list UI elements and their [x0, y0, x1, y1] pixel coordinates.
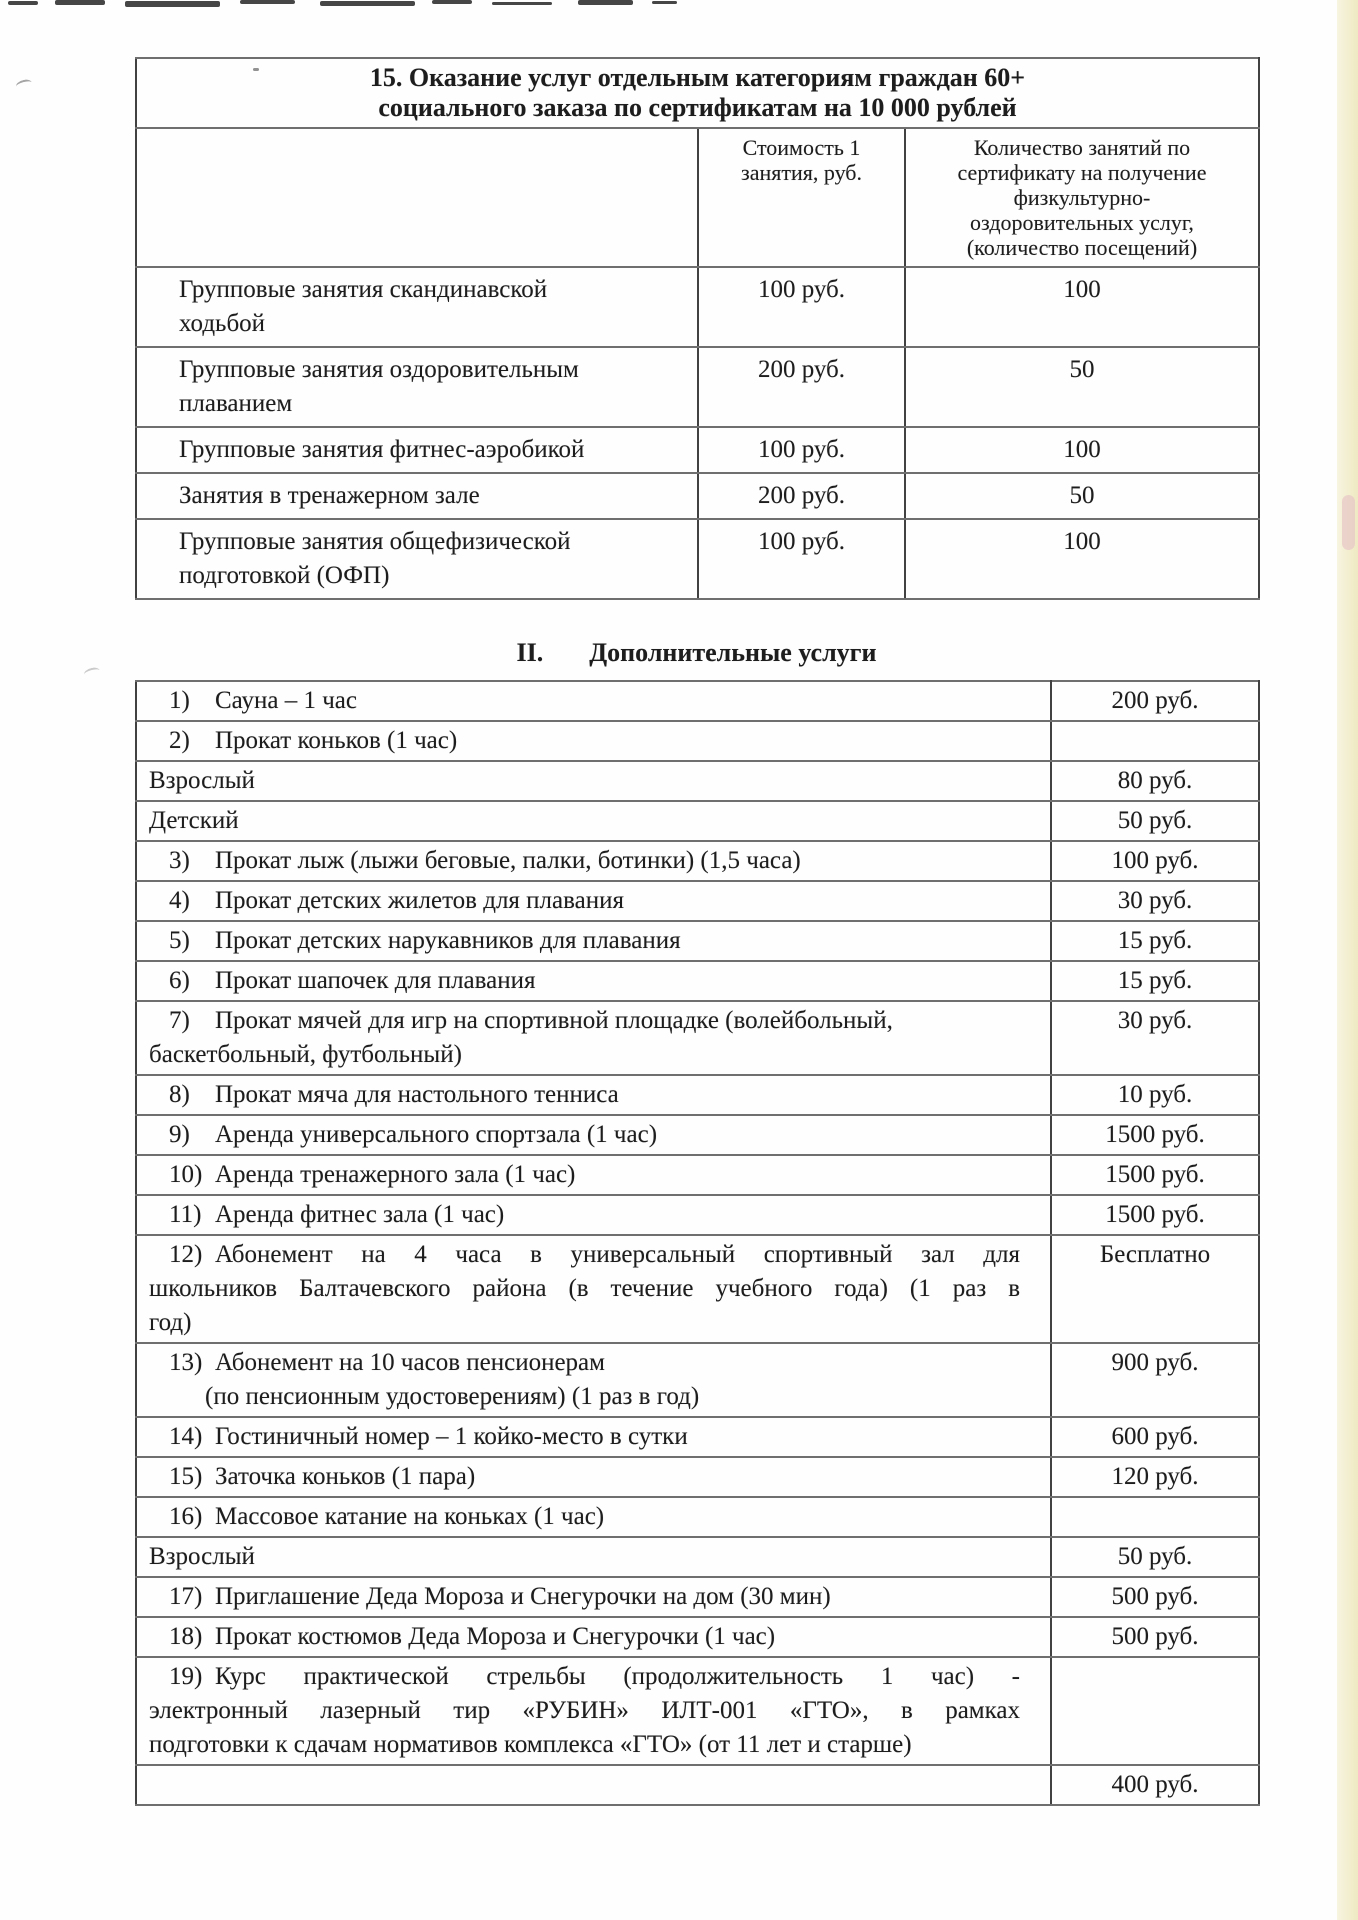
- table-row: [136, 721, 1259, 761]
- price-cell: 400 руб.: [1051, 1765, 1259, 1805]
- price-cell: 50 руб.: [1051, 1537, 1259, 1577]
- table-row: [136, 1195, 1259, 1235]
- item-number: 11): [169, 1201, 202, 1228]
- service-header-cell: [136, 128, 698, 267]
- section-number: II.: [516, 638, 544, 667]
- item-label: Прокат костюмов Деда Мороза и Снегурочки (1 час): [215, 1623, 776, 1650]
- scan-artifact-mark: [83, 666, 101, 679]
- visits-cell: 100: [905, 267, 1259, 347]
- table-row: [136, 347, 1259, 427]
- service-name-line: Групповые занятия оздоровительным: [179, 356, 579, 383]
- table-row: [136, 961, 1259, 1001]
- price-cell: 1500 руб.: [1051, 1155, 1259, 1195]
- item-label: Прокат детских жилетов для плавания: [215, 887, 624, 914]
- service-name-cell: [136, 1417, 1051, 1457]
- item-label: Детский: [149, 807, 239, 834]
- price-cell: [1051, 1497, 1259, 1537]
- table-row: [136, 881, 1259, 921]
- visits-header-line: оздоровительных услуг,: [970, 210, 1194, 235]
- table-row: [136, 427, 1259, 473]
- price-cell: 600 руб.: [1051, 1417, 1259, 1457]
- item-number: 15): [169, 1463, 203, 1490]
- item-number: 3): [169, 847, 190, 874]
- service-name-cell: [136, 1457, 1051, 1497]
- item-label: Прокат шапочек для плавания: [215, 967, 536, 994]
- item-number: 13): [169, 1349, 203, 1376]
- service-name-cell: [136, 961, 1051, 1001]
- price-cell: 500 руб.: [1051, 1577, 1259, 1617]
- table-row: [136, 1577, 1259, 1617]
- item-label: Гостиничный номер – 1 койко-место в сутки: [215, 1423, 688, 1450]
- service-name-cell: [136, 1155, 1051, 1195]
- item-number: 2): [169, 727, 190, 754]
- item-number: 10): [169, 1161, 203, 1188]
- price-cell: 50 руб.: [1051, 801, 1259, 841]
- visits-header-line: сертификату на получение: [957, 160, 1207, 185]
- price-cell: [1051, 721, 1259, 761]
- service-name-cell: [136, 841, 1051, 881]
- price-cell: 900 руб.: [1051, 1343, 1259, 1417]
- table-row: [136, 1155, 1259, 1195]
- item-label: Прокат мяча для настольного тенниса: [215, 1081, 619, 1108]
- section-title: Дополнительные услуги: [589, 638, 877, 667]
- service-name-cell: [136, 1343, 1051, 1417]
- item-number: 8): [169, 1081, 190, 1108]
- section-ii-heading: [135, 636, 1258, 670]
- table-title-cell: [136, 58, 1259, 128]
- table-row: [136, 1657, 1259, 1765]
- price-cell: 15 руб.: [1051, 961, 1259, 1001]
- service-name-cell: [136, 1195, 1051, 1235]
- service-name-cell: [136, 881, 1051, 921]
- service-name-cell: [136, 761, 1051, 801]
- service-name-line: Групповые занятия фитнес-аэробикой: [179, 436, 585, 463]
- item-number: 1): [169, 687, 190, 714]
- item-label: Приглашение Деда Мороза и Снегурочки на дом (30 мин): [215, 1583, 831, 1610]
- visits-header-line: (количество посещений): [966, 235, 1198, 260]
- table-title-line: социального заказа по сертификатам на 10 000 рублей: [378, 93, 1017, 122]
- table-row: [136, 921, 1259, 961]
- service-name-line: Групповые занятия общефизической: [179, 528, 571, 555]
- table-row: [136, 1617, 1259, 1657]
- item-line: электронный лазерный тир «РУБИН» ИЛТ-001 «ГТО», в рамках: [149, 1697, 1020, 1724]
- service-name-cell: [136, 1617, 1051, 1657]
- item-label: Заточка коньков (1 пара): [215, 1463, 476, 1490]
- item-number: 18): [169, 1623, 203, 1650]
- item-number: 5): [169, 927, 190, 954]
- scan-speck: [578, 0, 633, 5]
- price-header-line: занятия, руб.: [741, 160, 862, 185]
- service-name-line: подготовкой (ОФП): [179, 562, 390, 589]
- item-number: 16): [169, 1503, 203, 1530]
- price-cell: 1500 руб.: [1051, 1115, 1259, 1155]
- item-line: [149, 1346, 1020, 1380]
- item-label: Прокат коньков (1 час): [215, 727, 458, 754]
- additional-services-table: [135, 680, 1260, 1806]
- visits-cell: 50: [905, 473, 1259, 519]
- price-cell: [1051, 1657, 1259, 1765]
- item-label: Аренда тренажерного зала (1 час): [215, 1161, 576, 1188]
- service-name-cell: [136, 1075, 1051, 1115]
- scan-speck: [8, 1, 38, 5]
- service-name-line: плаванием: [179, 390, 293, 417]
- item-number: 9): [169, 1121, 190, 1148]
- item-line: год): [149, 1309, 192, 1336]
- item-label: Массовое катание на коньках (1 час): [215, 1503, 605, 1530]
- table-row: [136, 473, 1259, 519]
- service-name-cell: [136, 1657, 1051, 1765]
- scan-speck: [432, 0, 472, 4]
- scan-speck: [240, 0, 295, 4]
- service-name-cell: [136, 519, 698, 599]
- item-label: Абонемент на 10 часов пенсионерам: [215, 1349, 605, 1376]
- price-cell: 10 руб.: [1051, 1075, 1259, 1115]
- table-row: [136, 1075, 1259, 1115]
- item-number: 12): [169, 1241, 203, 1268]
- item-number: 19): [169, 1663, 203, 1690]
- table-row: [136, 1497, 1259, 1537]
- item-line: подготовки к сдачам нормативов комплекса «ГТО» (от 11 лет и старше): [149, 1731, 912, 1758]
- service-name-line: Занятия в тренажерном зале: [179, 482, 480, 509]
- service-name-line: Групповые занятия скандинавской: [179, 276, 548, 303]
- scan-speck: [492, 2, 552, 5]
- table-row: [136, 681, 1259, 721]
- item-label: Взрослый: [149, 1543, 255, 1570]
- price-cell: 1500 руб.: [1051, 1195, 1259, 1235]
- price-cell: 200 руб.: [698, 347, 905, 427]
- price-cell: 15 руб.: [1051, 921, 1259, 961]
- service-name-cell: [136, 1765, 1051, 1805]
- scan-speck: [320, 1, 415, 6]
- item-line: [149, 1660, 1020, 1694]
- item-number: 14): [169, 1423, 203, 1450]
- price-cell: 100 руб.: [698, 519, 905, 599]
- price-header-line: Стоимость 1: [742, 135, 861, 160]
- price-cell: 30 руб.: [1051, 1001, 1259, 1075]
- visits-cell: 100: [905, 427, 1259, 473]
- visits-header-cell: [905, 128, 1259, 267]
- table-row: [136, 841, 1259, 881]
- item-label: Аренда фитнес зала (1 час): [215, 1201, 505, 1228]
- scan-artifact-mark: [15, 78, 33, 91]
- price-cell: 30 руб.: [1051, 881, 1259, 921]
- price-cell: 500 руб.: [1051, 1617, 1259, 1657]
- service-name-cell: [136, 1235, 1051, 1343]
- table-row: [136, 1457, 1259, 1497]
- service-name-cell: [136, 721, 1051, 761]
- table-row: [136, 519, 1259, 599]
- visits-header-line: физкультурно-: [1013, 185, 1151, 210]
- table-row: [136, 761, 1259, 801]
- service-name-cell: [136, 921, 1051, 961]
- item-line: школьников Балтачевского района (в течение учебного года) (1 раз в: [149, 1275, 1020, 1302]
- service-name-cell: [136, 347, 698, 427]
- table-row: [136, 801, 1259, 841]
- service-name-cell: [136, 681, 1051, 721]
- item-line: баскетбольный, футбольный): [149, 1041, 462, 1068]
- table-row: [136, 1765, 1259, 1805]
- visits-cell: 100: [905, 519, 1259, 599]
- item-number: 6): [169, 967, 190, 994]
- price-header-cell: [698, 128, 905, 267]
- service-name-cell: [136, 1115, 1051, 1155]
- item-number: 17): [169, 1583, 203, 1610]
- item-label: Аренда универсального спортзала (1 час): [215, 1121, 658, 1148]
- visits-header-line: Количество занятий по: [973, 135, 1191, 160]
- table-row: [136, 1235, 1259, 1343]
- price-cell: 100 руб.: [698, 427, 905, 473]
- service-name-cell: [136, 473, 698, 519]
- item-label: Прокат лыж (лыжи беговые, палки, ботинки) (1,5 часа): [215, 847, 801, 874]
- item-line: (по пенсионным удостоверениям) (1 раз в год): [205, 1383, 700, 1410]
- service-name-cell: [136, 1497, 1051, 1537]
- document-content: [135, 57, 1258, 1806]
- price-cell: 80 руб.: [1051, 761, 1259, 801]
- service-name-line: ходьбой: [179, 310, 266, 337]
- item-line: [149, 1004, 1020, 1038]
- item-number: 4): [169, 887, 190, 914]
- table-header-row: [136, 128, 1259, 267]
- service-name-cell: [136, 1001, 1051, 1075]
- item-label: Абонемент на 4 часа в универсальный спортивный зал для: [215, 1241, 1020, 1268]
- price-cell: Бесплатно: [1051, 1235, 1259, 1343]
- item-label: Прокат мячей для игр на спортивной площадке (волейбольный,: [215, 1007, 893, 1034]
- table-row: [136, 1417, 1259, 1457]
- item-label: Прокат детских нарукавников для плавания: [215, 927, 681, 954]
- table-title-line: 15. Оказание услуг отдельным категориям граждан 60+: [369, 63, 1026, 92]
- price-cell: 200 руб.: [698, 473, 905, 519]
- scan-speck: [652, 1, 677, 4]
- item-line: [149, 1238, 1020, 1272]
- item-label: Курс практической стрельбы (продолжительность 1 час) -: [215, 1663, 1020, 1690]
- table-row: [136, 1343, 1259, 1417]
- item-label: Взрослый: [149, 767, 255, 794]
- visits-cell: 50: [905, 347, 1259, 427]
- price-cell: 200 руб.: [1051, 681, 1259, 721]
- table-row: [136, 1115, 1259, 1155]
- price-cell: 120 руб.: [1051, 1457, 1259, 1497]
- price-cell: 100 руб.: [1051, 841, 1259, 881]
- scan-artifact-smudge: [1342, 495, 1355, 550]
- service-name-cell: [136, 1537, 1051, 1577]
- certificate-services-table: [135, 57, 1260, 600]
- price-cell: 100 руб.: [698, 267, 905, 347]
- item-label: Сауна – 1 час: [215, 687, 357, 714]
- table-row: [136, 1001, 1259, 1075]
- scan-speck: [55, 0, 105, 5]
- scan-artifact-right-edge-strip: [1337, 0, 1358, 1920]
- table-row: [136, 1537, 1259, 1577]
- item-number: 7): [169, 1007, 190, 1034]
- table-row: [136, 267, 1259, 347]
- service-name-cell: [136, 427, 698, 473]
- service-name-cell: [136, 267, 698, 347]
- service-name-cell: [136, 1577, 1051, 1617]
- table-title-row: [136, 58, 1259, 128]
- service-name-cell: [136, 801, 1051, 841]
- scan-speck: [125, 1, 220, 7]
